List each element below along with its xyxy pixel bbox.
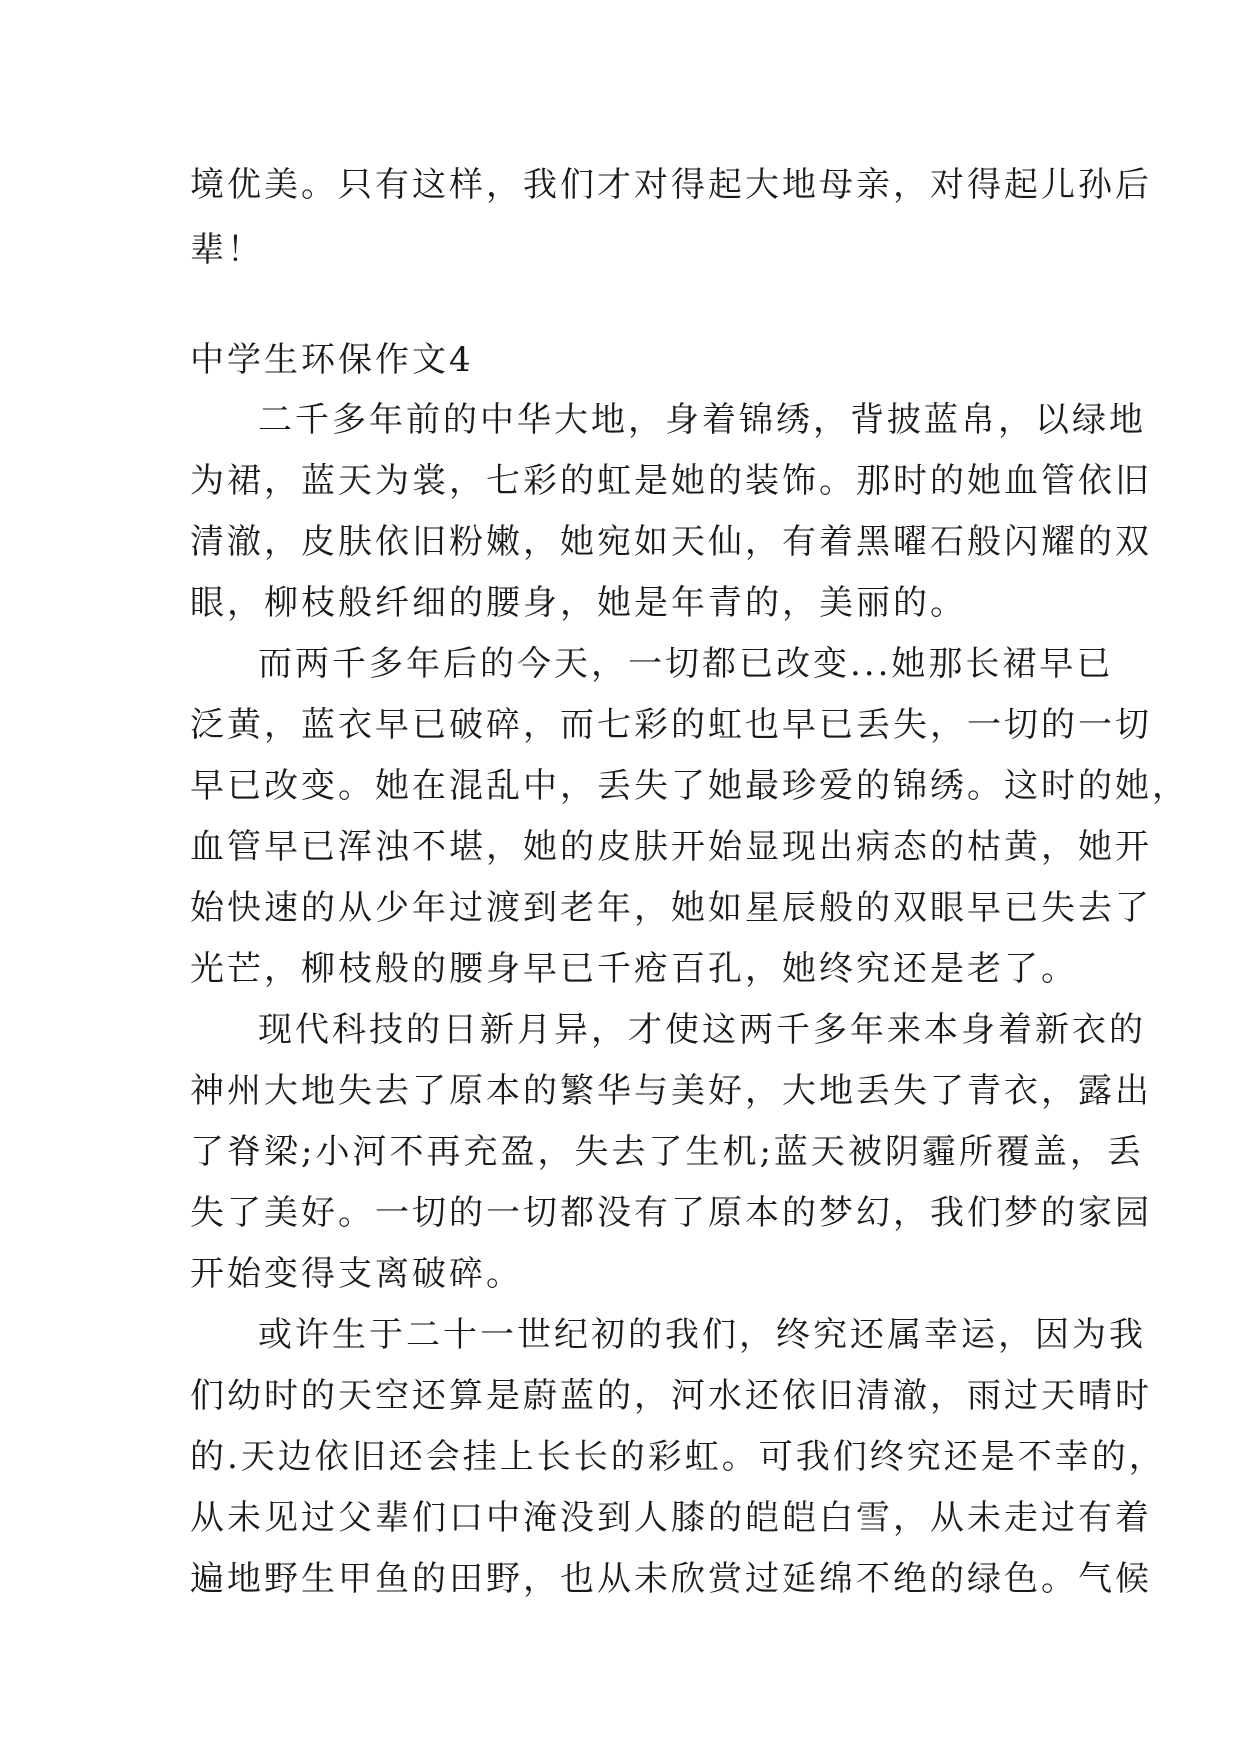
text-line: 遍地野生甲鱼的田野，也从未欣赏过延绵不绝的绿色。气候 xyxy=(190,1559,1152,1599)
paragraph-first-line: 二千多年前的中华大地，身着锦绣，背披蓝帛，以绿地 xyxy=(258,400,1146,440)
text-line: 光芒，柳枝般的腰身早已千疮百孔，她终究还是老了。 xyxy=(190,949,1078,989)
paragraph-first-line: 而两千多年后的今天，一切都已改变...她那长裙早已 xyxy=(258,644,1114,684)
paragraph-first-line: 现代科技的日新月异，才使这两千多年来本身着新衣的 xyxy=(258,1010,1146,1050)
text-line: 泛黄，蓝衣早已破碎，而七彩的虹也早已丢失，一切的一切 xyxy=(190,705,1152,745)
text-line: 们幼时的天空还算是蔚蓝的，河水还依旧清澈，雨过天晴时 xyxy=(190,1376,1152,1416)
text-line: 的.天边依旧还会挂上长长的彩虹。可我们终究还是不幸的， xyxy=(190,1437,1166,1477)
text-line: 了脊梁;小河不再充盈，失去了生机;蓝天被阴霾所覆盖，丢 xyxy=(190,1132,1144,1172)
text-line: 早已改变。她在混乱中，丢失了她最珍爱的锦绣。这时的她， xyxy=(190,766,1189,806)
text-line: 神州大地失去了原本的繁华与美好，大地丢失了青衣，露出 xyxy=(190,1071,1152,1111)
text-line: 辈！ xyxy=(190,230,264,270)
text-line: 为裙，蓝天为裳，七彩的虹是她的装饰。那时的她血管依旧 xyxy=(190,461,1152,501)
text-line: 开始变得支离破碎。 xyxy=(190,1254,523,1294)
text-line: 失了美好。一切的一切都没有了原本的梦幻，我们梦的家园 xyxy=(190,1193,1152,1233)
section-heading: 中学生环保作文4 xyxy=(190,340,474,380)
text-line: 血管早已浑浊不堪，她的皮肤开始显现出病态的枯黄，她开 xyxy=(190,827,1152,867)
paragraph-first-line: 或许生于二十一世纪初的我们，终究还属幸运，因为我 xyxy=(258,1315,1146,1355)
text-line: 从未见过父辈们口中淹没到人膝的皑皑白雪，从未走过有着 xyxy=(190,1498,1152,1538)
text-line: 始快速的从少年过渡到老年，她如星辰般的双眼早已失去了 xyxy=(190,888,1152,928)
text-line: 清澈，皮肤依旧粉嫩，她宛如天仙，有着黑曜石般闪耀的双 xyxy=(190,522,1152,562)
text-line: 境优美。只有这样，我们才对得起大地母亲，对得起儿孙后 xyxy=(190,165,1152,205)
text-line: 眼，柳枝般纤细的腰身，她是年青的，美丽的。 xyxy=(190,583,967,623)
